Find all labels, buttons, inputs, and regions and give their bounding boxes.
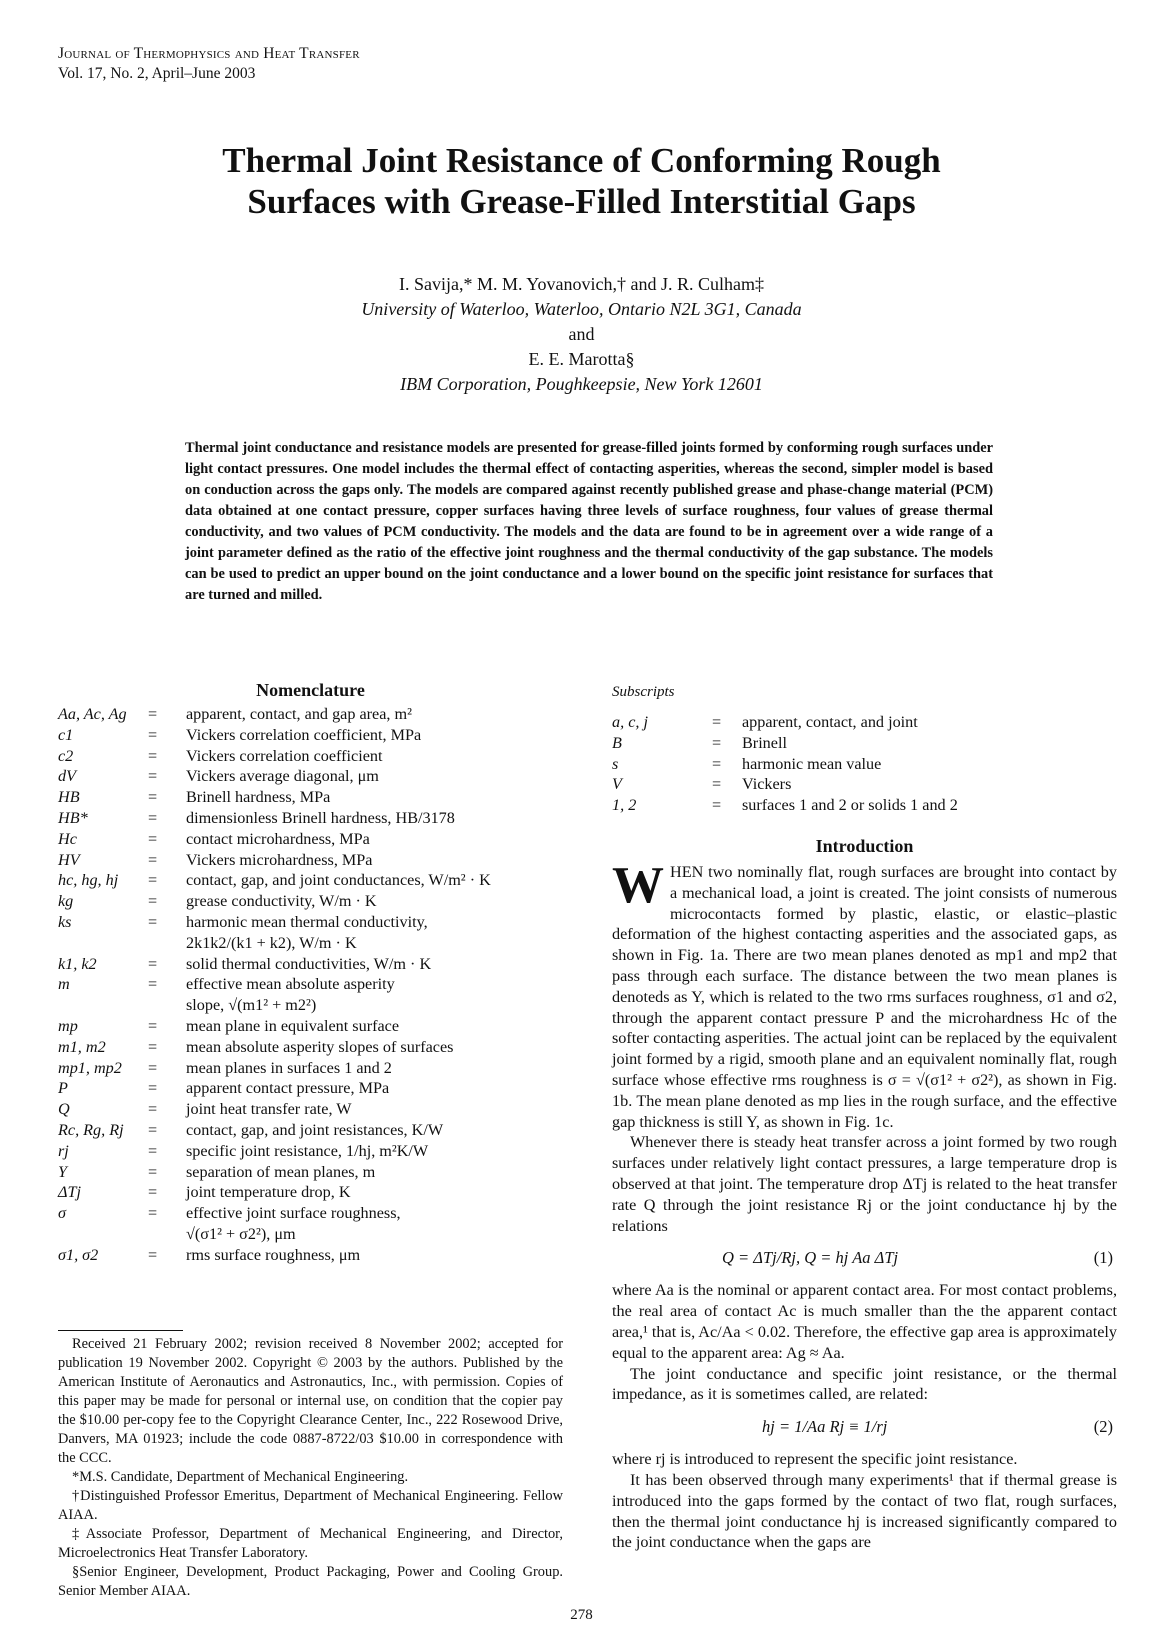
nom-row-eq: =: [148, 788, 158, 807]
nom-row-sym: c2: [58, 746, 74, 765]
nom-row-def: Vickers correlation coefficient: [186, 746, 383, 765]
equation-1-body: Q = ΔTj/Rj, Q = hj Aa ΔTj: [722, 1248, 899, 1268]
nom-row-eq: =: [148, 1141, 158, 1160]
nom-row-sym: m: [58, 975, 70, 994]
sub-row-eq: =: [712, 775, 722, 794]
nom-row-18: [58, 1078, 563, 1099]
footnote-2: †Distinguished Professor Emeritus, Department of Mechanical Engineering. Fellow AIAA.: [58, 1488, 563, 1523]
intro-p1-text: HEN two nominally flat, rough surfaces are brought into contact by a mechanical load, a joint is created. The joint consists of numerous microcontacts formed by plastic, elastic, or elastic–plastic deformation of the highest contacting asperities and the associated gaps, as shown in Fig. 1a. There are two mean planes denoted as mp1 and mp2 that pass through each surface. The distance between the two mean planes is denoteds as Y, which is related to the two rms surfaces roughness, σ1 and σ2, through the apparent contact pressure P and the microhardness Hc of the softer contacting asperities. The actual joint can be replaced by the equivalent joint formed by a rigid, smooth plane and an equivalent nominally flat, rough surface whose effective rms roughness is σ = √(σ1² + σ2²), as shown in Fig. 1b. The mean plane denoted as mp lies in the rough surface, and the effective gap thickness is still Y, as shown in Fig. 1c.: [612, 862, 1117, 1131]
intro-paragraph-2: Whenever there is steady heat transfer across a joint formed by two rough surfaces under relatively light contact pressures, a large temperature drop is observed at that joint. The temperature drop ΔTj is related to the heat transfer rate Q through the joint resistance Rj or the joint conductance hj by the relations: [612, 1133, 1117, 1235]
nom-row-def: effective mean absolute asperity: [186, 975, 395, 994]
nom-row-sym: Q: [58, 1100, 70, 1119]
nom-row-14: [58, 995, 563, 1016]
nom-row-2: [58, 746, 563, 767]
nom-row-eq: =: [148, 871, 158, 890]
nom-row-def: joint heat transfer rate, W: [186, 1100, 352, 1119]
authors-line-2: E. E. Marotta§: [528, 349, 635, 369]
nom-row-sym: ΔTj: [58, 1183, 82, 1202]
nom-row-sym: hc, hg, hj: [58, 871, 119, 890]
sub-row-1: [612, 733, 1117, 754]
nom-row-eq: =: [148, 975, 158, 994]
nom-row-sym: P: [58, 1079, 68, 1098]
nom-row-sym: HV: [58, 850, 80, 869]
nom-row-def: apparent contact pressure, MPa: [186, 1079, 390, 1098]
nom-row-5: [58, 808, 563, 829]
nom-row-26: [58, 1245, 563, 1266]
nom-row-eq: =: [148, 1183, 158, 1202]
nom-row-eq: =: [148, 746, 158, 765]
nom-row-7: [58, 850, 563, 871]
footnote-4: §Senior Engineer, Development, Product Packaging, Power and Cooling Group. Senior Member AIAA.: [58, 1564, 563, 1599]
nom-row-eq: =: [148, 1079, 158, 1098]
abstract: Thermal joint conductance and resistance models are presented for grease-filled joints formed by conforming rough surfaces under light contact pressures. One model includes the thermal effect of contacting asperities, whereas the second, simpler model is based on conduction across the gaps only. The models are compared against recently published grease and phase-change material (PCM) data obtained at one contact pressure, copper surfaces having three levels of surface roughness, four values of grease thermal conductivity, and two values of PCM conductivity. The models and the data are found to be in agreement over a wide range of a joint parameter defined as the ratio of the effective joint roughness and the thermal conductivity of the gap substance. The models can be used to predict an upper bound on the joint conductance and a lower bound on the specific joint resistance for surfaces that are turned and milled.: [185, 440, 993, 603]
sub-row-sym: B: [612, 733, 622, 752]
equation-2-number: (2): [1093, 1417, 1113, 1437]
nom-row-eq: [148, 933, 186, 954]
authors-and: and: [568, 324, 595, 344]
title-line-2: Surfaces with Grease-Filled Interstitial Gaps: [247, 182, 916, 221]
nom-row-sym: m1, m2: [58, 1037, 106, 1056]
nom-row-def: dimensionless Brinell hardness, HB/3178: [186, 808, 455, 827]
nom-row-8: [58, 870, 563, 891]
nom-row-sym: [58, 1224, 148, 1245]
nom-row-def: mean planes in surfaces 1 and 2: [186, 1058, 392, 1077]
nom-row-sym: kg: [58, 892, 74, 911]
nom-row-22: [58, 1162, 563, 1183]
equation-1-number: (1): [1093, 1248, 1113, 1268]
nom-row-eq: [148, 995, 186, 1016]
nom-row-13: [58, 974, 563, 995]
right-column: [612, 678, 1117, 1553]
nom-row-0: [58, 704, 563, 725]
nom-row-16: [58, 1037, 563, 1058]
subscripts-list: [612, 712, 1117, 816]
nomenclature-list: [58, 704, 563, 1266]
nom-row-sym: [58, 995, 148, 1016]
nom-row-eq: =: [148, 1037, 158, 1056]
equation-2-body: hj = 1/Aa Rj ≡ 1/rj: [762, 1417, 888, 1437]
nom-row-def: solid thermal conductivities, W/m · K: [186, 954, 432, 973]
nom-row-eq: =: [148, 1162, 158, 1181]
nom-row-def: contact microhardness, MPa: [186, 829, 370, 848]
sub-row-def: apparent, contact, and joint: [742, 713, 918, 731]
sub-row-eq: =: [712, 713, 722, 731]
footnote-rule: [58, 1330, 183, 1331]
nom-row-def: √(σ1² + σ2²), μm: [186, 1224, 296, 1243]
nom-row-eq: =: [148, 725, 158, 744]
nom-row-23: [58, 1182, 563, 1203]
nom-row-eq: =: [148, 1100, 158, 1119]
nom-row-eq: =: [148, 829, 158, 848]
nom-row-sym: HB: [58, 788, 80, 807]
nom-row-sym: c1: [58, 725, 74, 744]
nom-row-eq: =: [148, 1245, 158, 1264]
nom-row-def: grease conductivity, W/m · K: [186, 892, 377, 911]
author-block: [120, 272, 1043, 397]
nom-row-3: [58, 766, 563, 787]
intro-paragraph-3: where Aa is the nominal or apparent contact area. For most contact problems, the real area of contact Ac is much smaller than the the apparent contact area,¹ that is, Ac/Aa < 0.02. Therefore, the effective gap area is approximately equal to the apparent area: Ag ≈ Aa.: [612, 1281, 1117, 1362]
footnote-3: ‡Associate Professor, Department of Mechanical Engineering, and Director, Microelectronics Heat Transfer Laboratory.: [58, 1526, 563, 1561]
nom-row-sym: HB*: [58, 808, 88, 827]
sub-row-eq: =: [712, 754, 722, 773]
sub-row-def: surfaces 1 and 2 or solids 1 and 2: [742, 796, 958, 815]
nom-row-sym: rj: [58, 1141, 69, 1160]
nom-row-eq: [148, 1224, 186, 1245]
footnotes: [58, 1330, 563, 1601]
nom-row-def: joint temperature drop, K: [186, 1183, 351, 1202]
nom-row-def: Vickers microhardness, MPa: [186, 850, 373, 869]
nom-row-def: effective joint surface roughness,: [186, 1204, 401, 1223]
intro-paragraph-5: where rj is introduced to represent the specific joint resistance.: [612, 1450, 1018, 1469]
nom-row-17: [58, 1058, 563, 1079]
footnote-received: Received 21 February 2002; revision received 8 November 2002; accepted for publication 19 November 2002. Copyright © 2003 by the authors. Published by the American Institute of Aeronautics and Astronautics, Inc., with permission. Copies of this paper may be made for personal or internal use, on condition that the copier pay the $10.00 per-copy fee to the Copyright Clearance Center, Inc., 222 Rosewood Drive, Danvers, MA 01923; include the code 0887-8722/03 $10.00 in correspondence with the CCC.: [58, 1336, 563, 1466]
nom-row-sym: dV: [58, 767, 76, 786]
nom-row-eq: =: [148, 1204, 158, 1223]
nom-row-def: Vickers average diagonal, μm: [186, 767, 379, 786]
nom-row-def: contact, gap, and joint conductances, W/m² · K: [186, 871, 491, 890]
nom-row-1: [58, 725, 563, 746]
nom-row-12: [58, 954, 563, 975]
nom-row-25: [58, 1224, 563, 1245]
nom-row-21: [58, 1141, 563, 1162]
nom-row-eq: =: [148, 912, 158, 931]
nom-row-6: [58, 829, 563, 850]
drop-cap: W: [612, 856, 664, 914]
sub-row-eq: =: [712, 796, 722, 815]
nom-row-sym: Hc: [58, 829, 77, 848]
paper-title: [120, 140, 1043, 222]
sub-row-def: Brinell: [742, 733, 787, 752]
nom-row-sym: σ: [58, 1204, 66, 1223]
nom-row-eq: =: [148, 1120, 158, 1139]
nom-row-24: [58, 1203, 563, 1224]
nom-row-def: slope, √(m1² + m2²): [186, 996, 317, 1015]
journal-name: Journal of Thermophysics and Heat Transfer: [58, 45, 360, 62]
nom-row-sym: ks: [58, 912, 72, 931]
nom-row-eq: =: [148, 1016, 158, 1035]
nom-row-sym: Aa, Ac, Ag: [58, 705, 127, 723]
nom-row-def: mean absolute asperity slopes of surfaces: [186, 1037, 454, 1056]
nom-row-sym: Y: [58, 1162, 68, 1181]
sub-row-eq: =: [712, 733, 722, 752]
sub-row-2: [612, 754, 1117, 775]
nom-row-eq: =: [148, 892, 158, 911]
affiliation-2: IBM Corporation, Poughkeepsie, New York 12601: [400, 374, 763, 394]
journal-header: [58, 44, 360, 84]
nom-row-eq: =: [148, 954, 158, 973]
sub-row-4: [612, 795, 1117, 816]
sub-row-def: Vickers: [742, 775, 792, 794]
nom-row-sym: σ1, σ2: [58, 1245, 99, 1264]
nom-row-def: mean plane in equivalent surface: [186, 1016, 400, 1035]
introduction-heading: Introduction: [815, 835, 914, 856]
nom-row-def: apparent, contact, and gap area, m²: [186, 705, 412, 723]
nom-row-eq: =: [148, 808, 158, 827]
affiliation-1: University of Waterloo, Waterloo, Ontario N2L 3G1, Canada: [361, 299, 802, 319]
sub-row-sym: a, c, j: [612, 713, 648, 731]
sub-row-sym: s: [612, 754, 619, 773]
nom-row-sym: mp: [58, 1016, 78, 1035]
nom-row-eq: =: [148, 1058, 158, 1077]
sub-row-0: [612, 712, 1117, 733]
nom-row-20: [58, 1120, 563, 1141]
nom-row-10: [58, 912, 563, 933]
nom-row-def: Brinell hardness, MPa: [186, 788, 331, 807]
nomenclature-heading: Nomenclature: [256, 680, 365, 700]
subscripts-label: Subscripts: [612, 684, 675, 700]
intro-paragraph-4: The joint conductance and specific joint resistance, or the thermal impedance, as it is sometimes called, are related:: [612, 1364, 1117, 1404]
equation-2: [612, 1415, 1117, 1439]
nom-row-11: [58, 933, 563, 954]
journal-volume: Vol. 17, No. 2, April–June 2003: [58, 65, 256, 82]
nom-row-15: [58, 1016, 563, 1037]
page-number: 278: [570, 1607, 593, 1623]
authors-line-1: I. Savija,* M. M. Yovanovich,† and J. R. Culham‡: [398, 274, 764, 294]
nom-row-sym: k1, k2: [58, 954, 97, 973]
nom-row-9: [58, 891, 563, 912]
nom-row-eq: =: [148, 767, 158, 786]
nom-row-sym: mp1, mp2: [58, 1058, 122, 1077]
nom-row-eq: =: [148, 850, 158, 869]
nom-row-def: contact, gap, and joint resistances, K/W: [186, 1120, 444, 1139]
nom-row-4: [58, 787, 563, 808]
nom-row-def: Vickers correlation coefficient, MPa: [186, 725, 422, 744]
title-line-1: Thermal Joint Resistance of Conforming Rough: [222, 141, 941, 180]
nom-row-def: 2k1k2/(k1 + k2), W/m · K: [186, 933, 357, 952]
footnote-1: *M.S. Candidate, Department of Mechanical Engineering.: [72, 1469, 409, 1485]
intro-paragraph-1: [612, 856, 1117, 1132]
nom-row-sym: Rc, Rg, Rj: [58, 1120, 124, 1139]
nom-row-19: [58, 1099, 563, 1120]
nom-row-def: specific joint resistance, 1/hj, m²K/W: [186, 1141, 429, 1160]
nom-row-def: separation of mean planes, m: [186, 1162, 376, 1181]
sub-row-sym: 1, 2: [612, 796, 637, 815]
intro-paragraph-6: It has been observed through many experiments¹ that if thermal grease is introduced into the gaps formed by the contact of two flat, rough surfaces, then the thermal joint conductance hj is increased significantly compared to the joint conductance when the gaps are: [612, 1470, 1117, 1552]
equation-1: [612, 1246, 1117, 1270]
sub-row-def: harmonic mean value: [742, 754, 882, 773]
nom-row-def: harmonic mean thermal conductivity,: [186, 912, 428, 931]
sub-row-3: [612, 774, 1117, 795]
nom-row-sym: [58, 933, 148, 954]
nom-row-eq: =: [148, 705, 158, 723]
sub-row-sym: V: [612, 775, 622, 794]
nom-row-def: rms surface roughness, μm: [186, 1245, 361, 1264]
left-column: [58, 678, 563, 1266]
